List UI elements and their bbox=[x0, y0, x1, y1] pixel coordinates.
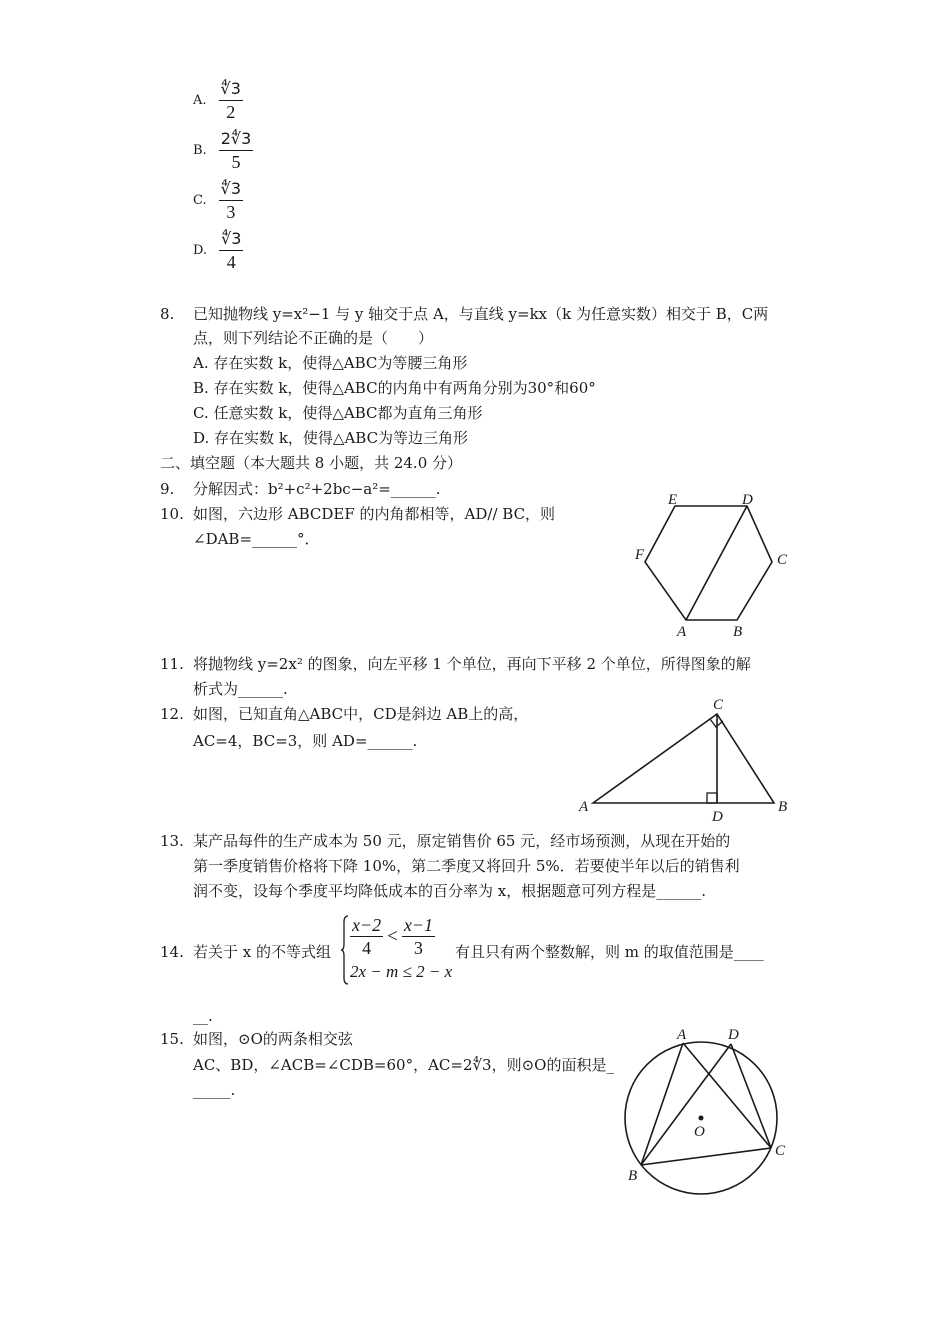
q8-option-b: B. 存在实数 k，使得△ABC的内角中有两角分别为30°和60° bbox=[193, 379, 596, 397]
chord-dc bbox=[731, 1044, 771, 1148]
q15-line2: AC、BD，∠ACB=∠CDB=60°，AC=2∜3，则⊙O的面积是_ bbox=[193, 1056, 614, 1074]
fraction: $\frac{∜3}{2}$ bbox=[220, 79, 241, 122]
less-than-sign: < bbox=[387, 925, 398, 947]
q9-number: 9. bbox=[160, 480, 175, 498]
fraction-1: $\frac{x-2}{4}$ bbox=[352, 915, 382, 958]
label-c: C bbox=[775, 1143, 786, 1159]
option-letter: D. bbox=[193, 242, 208, 258]
chord-ab bbox=[641, 1043, 683, 1165]
q15-line3: _____. bbox=[193, 1081, 236, 1099]
q15-line1: 如图，⊙O的两条相交弦 bbox=[193, 1030, 353, 1048]
inequality-row2: 2x − m ≤ 2 − x bbox=[350, 962, 453, 981]
q14-post: 有且只有两个整数解，则 m 的取值范围是____ bbox=[455, 943, 764, 961]
q9-text: 分解因式：b²+c²+2bc−a²=______. bbox=[193, 480, 441, 498]
q8-number: 8. bbox=[160, 305, 175, 323]
q7-option-b bbox=[193, 128, 253, 173]
q10-line2: ∠DAB=______°． bbox=[193, 530, 320, 548]
label-c: C bbox=[777, 552, 788, 568]
section-heading: 二、填空题（本大题共 8 小题，共 24.0 分） bbox=[160, 454, 463, 472]
label-d: D bbox=[712, 809, 723, 825]
q12-number: 12. bbox=[160, 705, 184, 723]
q7-option-d bbox=[193, 228, 243, 273]
label-a: A bbox=[677, 624, 687, 640]
q14-tail: __. bbox=[193, 1007, 213, 1025]
q11-line2: 析式为______. bbox=[193, 680, 288, 698]
option-letter: B. bbox=[193, 142, 207, 158]
q14-pre: 若关于 x 的不等式组 bbox=[193, 943, 331, 961]
option-letter: C. bbox=[193, 192, 207, 208]
q10-number: 10. bbox=[160, 505, 184, 523]
option-letter: A. bbox=[193, 92, 207, 108]
q12-line2: AC=4，BC=3，则 AD=______. bbox=[193, 732, 418, 750]
label-e: E bbox=[668, 492, 678, 508]
q12-line1: 如图，已知直角△ABC中，CD是斜边 AB上的高， bbox=[193, 705, 529, 723]
right-triangle-figure bbox=[575, 690, 795, 825]
hexagon bbox=[645, 506, 772, 620]
inequality-row1 bbox=[350, 914, 435, 959]
fraction-2: $\frac{x-1}{3}$ bbox=[403, 915, 433, 958]
label-b: B bbox=[778, 799, 788, 815]
q11-line1: 将抛物线 y=2x² 的图象，向左平移 1 个单位，再向下平移 2 个单位，所得图象的解 bbox=[193, 655, 751, 673]
q13-line2: 第一季度销售价格将下降 10%，第二季度又将回升 5%．若要使半年以后的销售利 bbox=[193, 857, 740, 875]
label-d: D bbox=[742, 492, 753, 508]
label-f: F bbox=[635, 547, 645, 563]
chord-bc bbox=[641, 1148, 771, 1165]
q13-line3: 润不变，设每个季度平均降低成本的百分率为 x，根据题意可列方程是______. bbox=[193, 882, 706, 900]
q8-line2: 点，则下列结论不正确的是（ ） bbox=[193, 329, 434, 347]
q13-line1: 某产品每件的生产成本为 50 元，原定销售价 65 元，经市场预测，从现在开始的 bbox=[193, 832, 731, 850]
q7-option-a bbox=[193, 78, 243, 123]
label-o: O bbox=[694, 1124, 705, 1140]
right-angle-d bbox=[707, 793, 717, 803]
q8-option-a: A. 存在实数 k，使得△ABC为等腰三角形 bbox=[193, 354, 468, 372]
q8-option-c: C. 任意实数 k，使得△ABC都为直角三角形 bbox=[193, 404, 483, 422]
label-b: B bbox=[733, 624, 743, 640]
q11-number: 11. bbox=[160, 655, 184, 673]
inequality-system bbox=[340, 914, 452, 986]
circle-figure bbox=[615, 1020, 800, 1205]
q13-number: 13. bbox=[160, 832, 184, 850]
q10-line1: 如图，六边形 ABCDEF 的内角都相等，AD// BC，则 bbox=[193, 505, 556, 523]
q15-number: 15. bbox=[160, 1030, 184, 1048]
label-b: B bbox=[628, 1168, 638, 1184]
hexagon-fix bbox=[645, 506, 772, 620]
label-d: D bbox=[728, 1027, 739, 1043]
q8-option-d: D. 存在实数 k，使得△ABC为等边三角形 bbox=[193, 429, 469, 447]
q14-number: 14. bbox=[160, 943, 184, 961]
diagonal-ad bbox=[686, 506, 747, 620]
fraction: $\frac{∜3}{4}$ bbox=[221, 229, 242, 272]
fraction: $\frac{∜3}{3}$ bbox=[220, 179, 241, 222]
center-dot bbox=[699, 1116, 704, 1121]
fraction: $\frac{2∜3}{5}$ bbox=[220, 129, 252, 172]
left-brace bbox=[340, 914, 350, 986]
hexagon-figure bbox=[625, 490, 800, 645]
q8-line1: 已知抛物线 y=x²−1 与 y 轴交于点 A，与直线 y=kx（k 为任意实数）相交于 B，C两 bbox=[193, 305, 769, 323]
triangle-abc bbox=[593, 714, 774, 803]
chord-bd bbox=[641, 1044, 731, 1165]
q7-option-c bbox=[193, 178, 243, 223]
label-a: A bbox=[579, 799, 589, 815]
label-a: A bbox=[677, 1027, 687, 1043]
label-c: C bbox=[713, 697, 724, 713]
